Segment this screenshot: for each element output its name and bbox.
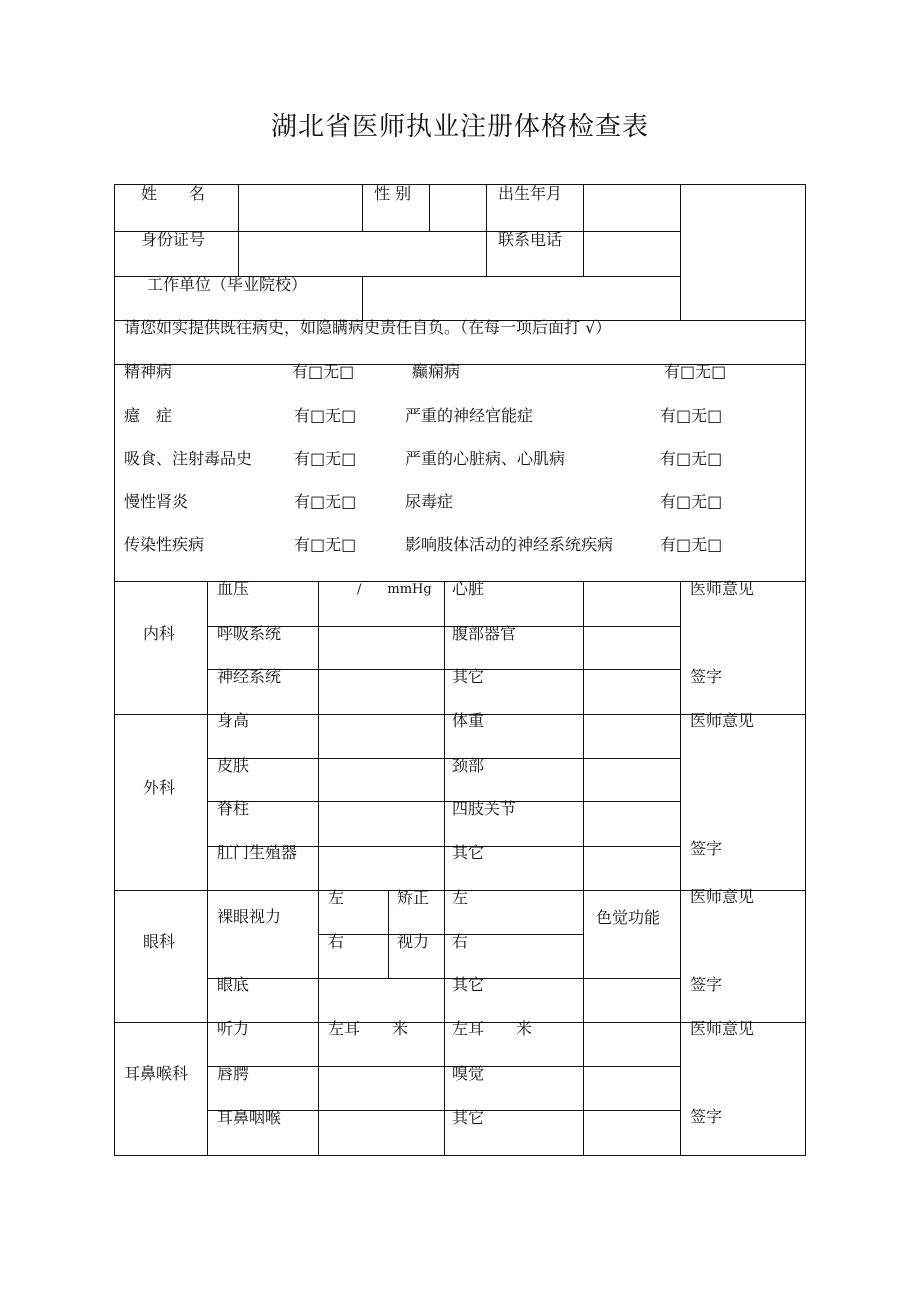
col-line [388, 890, 389, 978]
hearing-left-ear[interactable]: 左耳 米 [328, 1019, 409, 1038]
photo-box-line [680, 184, 681, 320]
history-choice[interactable]: 有□无□ [294, 492, 357, 511]
skin-field[interactable] [320, 760, 442, 799]
history-choice[interactable]: 有□无□ [660, 449, 723, 468]
eye-other-field[interactable] [585, 980, 678, 1020]
corrected-left-label[interactable]: 左 [452, 888, 469, 907]
col-line [318, 581, 319, 1156]
col-line [207, 581, 208, 1156]
id-label: 身份证号 [141, 230, 206, 249]
corrected-right-label[interactable]: 右 [452, 932, 469, 951]
color-vision-label: 色觉功能 [596, 908, 661, 927]
history-item-right: 严重的心脏病、心肌病 [405, 449, 566, 468]
photo-box[interactable] [682, 186, 804, 318]
height-field[interactable] [320, 716, 442, 756]
id-field[interactable] [240, 233, 484, 274]
history-item-right: 影响肢体活动的神经系统疾病 [405, 535, 614, 554]
fundus-label: 眼底 [217, 975, 250, 994]
ent-other-field[interactable] [585, 1112, 678, 1154]
abdominal-field[interactable] [585, 628, 678, 667]
col-line [583, 581, 584, 1156]
blood-pressure-label: 血压 [217, 579, 250, 598]
naked-right-label[interactable]: 右 [328, 932, 345, 951]
ent-dept-label: 耳鼻喉科 [124, 1064, 189, 1083]
form-title: 湖北省医师执业注册体格检查表 [270, 112, 649, 142]
surgery-other-label: 其它 [452, 843, 485, 862]
limbs-field[interactable] [585, 803, 678, 844]
naked-vision-label: 裸眼视力 [217, 907, 282, 926]
col-line [486, 184, 487, 276]
gender-field[interactable] [431, 186, 484, 229]
nervous-label: 神经系统 [217, 667, 282, 686]
history-choice[interactable]: 有□无□ [660, 535, 723, 554]
row-line [318, 934, 583, 935]
ent-doctor-opinion: 医师意见 [690, 1019, 755, 1038]
eye-other-label: 其它 [452, 975, 485, 994]
history-choice[interactable]: 有□无□ [660, 492, 723, 511]
hearing-right-ear[interactable]: 左耳 米 [452, 1019, 533, 1038]
anal-label: 肛门生殖器 [217, 843, 298, 862]
weight-label: 体重 [452, 711, 485, 730]
corrected-label-2: 视力 [397, 932, 430, 951]
bp-unit[interactable]: / mmHg [357, 582, 432, 597]
history-choice[interactable]: 有□无□ [664, 362, 727, 381]
col-line [444, 581, 445, 1156]
limbs-label: 四肢关节 [452, 799, 517, 818]
weight-field[interactable] [585, 716, 678, 756]
gender-label: 性 别 [374, 184, 412, 203]
history-item-left: 癔 症 [124, 406, 173, 425]
nervous-field[interactable] [320, 671, 442, 712]
history-choice[interactable]: 有□无□ [294, 535, 357, 554]
height-label: 身高 [217, 711, 250, 730]
phone-label: 联系电话 [498, 230, 563, 249]
fundus-field[interactable] [320, 980, 442, 1020]
history-item-right: 严重的神经官能症 [405, 406, 534, 425]
birth-label: 出生年月 [498, 184, 563, 203]
phone-field[interactable] [585, 233, 678, 274]
spine-label: 脊柱 [217, 799, 250, 818]
surgery-signature: 签字 [690, 839, 723, 858]
ent-other-label: 其它 [452, 1108, 485, 1127]
neck-field[interactable] [585, 760, 678, 799]
ent-signature: 签字 [690, 1107, 723, 1126]
internal-other-label: 其它 [452, 667, 485, 686]
hearing-extra-field[interactable] [585, 1024, 678, 1064]
history-choice[interactable]: 有□无□ [660, 406, 723, 425]
birth-field[interactable] [585, 186, 678, 229]
col-line [429, 184, 430, 231]
surgery-other-field[interactable] [585, 848, 678, 888]
history-choice[interactable]: 有□无□ [294, 406, 357, 425]
history-instruction: 请您如实提供既往病史，如隐瞒病史责任自负。（在每一项后面打 √） [124, 318, 612, 337]
spine-field[interactable] [320, 803, 442, 844]
heart-label: 心脏 [452, 579, 485, 598]
col-line [238, 184, 239, 276]
anal-field[interactable] [320, 848, 442, 888]
internal-doctor-opinion: 医师意见 [690, 579, 755, 598]
neck-label: 颈部 [452, 756, 485, 775]
abdominal-label: 腹部器官 [452, 624, 517, 643]
history-item-left: 吸食、注射毒品史 [124, 449, 253, 468]
lip-label: 唇腭 [217, 1064, 250, 1083]
history-item-right: 癫痫病 [412, 362, 461, 381]
history-choice[interactable]: 有□无□ [294, 449, 357, 468]
skin-label: 皮肤 [217, 756, 250, 775]
eye-doctor-opinion: 医师意见 [690, 887, 755, 906]
eye-signature: 签字 [690, 975, 723, 994]
internal-signature: 签字 [690, 667, 723, 686]
work-unit-field[interactable] [364, 278, 678, 318]
history-item-right: 尿毒症 [405, 492, 454, 511]
eye-dept-label: 眼科 [143, 932, 176, 951]
history-item-left: 传染性疾病 [124, 535, 205, 554]
hearing-label: 听力 [217, 1019, 250, 1038]
name-label: 姓 名 [141, 184, 206, 203]
history-item-left: 慢性肾炎 [124, 492, 189, 511]
col-line [362, 276, 363, 320]
history-item-left: 精神病 [124, 362, 173, 381]
throat-field[interactable] [320, 1112, 442, 1154]
history-choice[interactable]: 有□无□ [292, 362, 355, 381]
throat-label: 耳鼻咽喉 [217, 1108, 282, 1127]
internal-other-field[interactable] [585, 671, 678, 712]
naked-left-label[interactable]: 左 [328, 888, 345, 907]
col-line [362, 184, 363, 231]
respiratory-field[interactable] [320, 628, 442, 667]
surgery-doctor-opinion: 医师意见 [690, 711, 755, 730]
heart-field[interactable] [585, 583, 678, 624]
surgery-dept-label: 外科 [143, 778, 176, 797]
col-line [680, 581, 681, 1156]
smell-label: 嗅觉 [452, 1064, 485, 1083]
col-line [583, 184, 584, 276]
corrected-label: 矫正 [397, 888, 430, 907]
name-field[interactable] [240, 186, 360, 229]
work-unit-label: 工作单位（毕业院校） [147, 275, 308, 294]
internal-dept-label: 内科 [143, 624, 176, 643]
smell-field[interactable] [585, 1068, 678, 1108]
lip-field[interactable] [320, 1068, 442, 1108]
respiratory-label: 呼吸系统 [217, 624, 282, 643]
